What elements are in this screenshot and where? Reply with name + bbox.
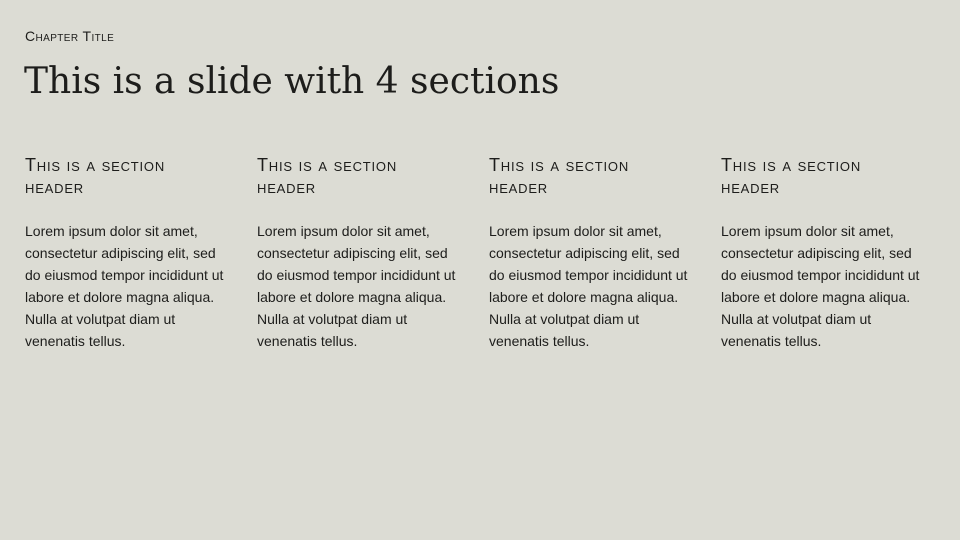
section-body: Lorem ipsum dolor sit amet, consectetur adipiscing elit, sed do eiusmod tempor incididunt ut labore et dolore magna aliqua. Nulla at volutpat diam ut venenatis tellus. (721, 223, 920, 349)
section-header: This is a section header (257, 155, 398, 197)
section-body: Lorem ipsum dolor sit amet, consectetur adipiscing elit, sed do eiusmod tempor incididunt ut labore et dolore magna aliqua. Nulla at volutpat diam ut venenatis tellus. (25, 223, 224, 349)
chapter-title: Chapter Title (25, 28, 115, 44)
section-header: This is a section header (489, 155, 630, 197)
slide-title: This is a slide with 4 sections (24, 61, 560, 102)
section-4 (721, 154, 925, 352)
section-3 (489, 154, 693, 352)
section-2 (257, 154, 461, 352)
sections-row (25, 154, 925, 352)
section-body: Lorem ipsum dolor sit amet, consectetur adipiscing elit, sed do eiusmod tempor incididunt ut labore et dolore magna aliqua. Nulla at volutpat diam ut venenatis tellus. (489, 223, 688, 349)
section-1 (25, 154, 229, 352)
section-body: Lorem ipsum dolor sit amet, consectetur adipiscing elit, sed do eiusmod tempor incididunt ut labore et dolore magna aliqua. Nulla at volutpat diam ut venenatis tellus. (257, 223, 456, 349)
section-header: This is a section header (25, 155, 166, 197)
section-header: This is a section header (721, 155, 862, 197)
